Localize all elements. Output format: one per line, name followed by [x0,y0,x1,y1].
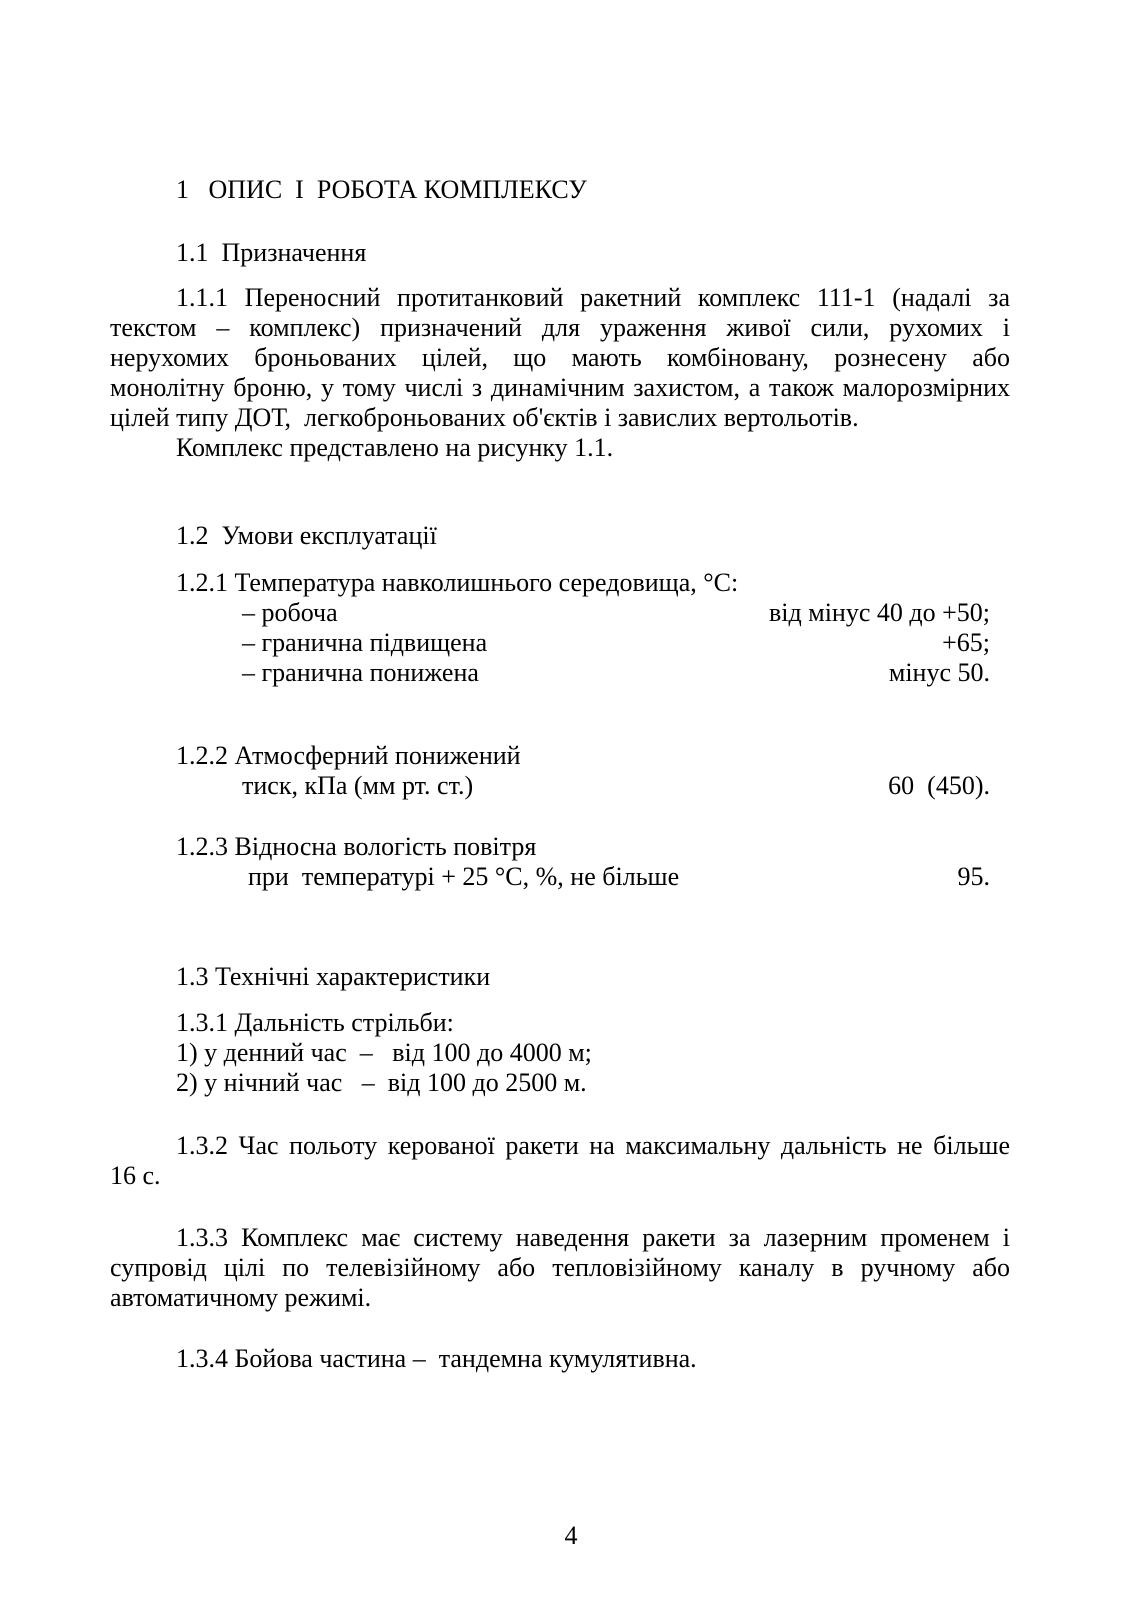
clause-1-3-3-line-1: 1.3.3 Комплекс має систему наведення ракети за лазерним променем і [176,1223,1010,1252]
paragraph-1-1-1-line-4: монолітну броню, у тому числі з динамічним захистом, а також малорозмірних [110,373,1010,402]
temp-condition-label: – гранична понижена [242,658,479,687]
paragraph-1-1-1-line-2: текстом – комплекс) призначений для ураження живої сили, рухомих і [110,313,1010,342]
section-1-3-heading: 1.3 Технічні характеристики [176,962,491,991]
temp-condition-row [110,598,1010,628]
page-content [110,0,1010,1374]
pressure-value: 60 (450). [888,771,990,800]
section-1-1-heading: 1.1 Призначення [176,238,367,267]
paragraph-1-1-1-line-5: цілей типу ДОТ, легкоброньованих об'єктів і завислих вертольотів. [110,403,859,432]
clause-1-3-2-line-2: 16 с. [110,1161,161,1190]
clause-1-3-3-line-3: автоматичному режимі. [110,1283,372,1312]
clause-1-3-3-line-2: супровід цілі по телевізійному або тепловізійному каналу в ручному або [110,1253,1010,1282]
clause-1-3-4-line: 1.3.4 Бойова частина – тандемна кумулятивна. [176,1344,697,1373]
temp-condition-value: мінус 50. [888,658,990,687]
range-item-night: 2) у нічний час – від 100 до 2500 м. [176,1068,587,1097]
humidity-label: при температурі + 25 °С, %, не більше [248,862,680,891]
clause-1-2-3-line-1: 1.2.3 Відносна вологість повітря [176,832,537,861]
clause-1-3-2-line-1: 1.3.2 Час польоту керованої ракети на максимальну дальність не більше [176,1131,1010,1160]
humidity-row [110,862,1010,892]
pressure-row [110,771,1010,801]
humidity-value: 95. [957,862,990,891]
range-item-day: 1) у денний час – від 100 до 4000 м; [176,1038,592,1067]
chapter-heading: 1 ОПИС І РОБОТА КОМПЛЕКСУ [176,175,587,204]
clause-1-2-2-line-1: 1.2.2 Атмосферний понижений [176,741,521,770]
clause-1-2-1-intro: 1.2.1 Температура навколишнього середовища, °С: [176,568,739,597]
pressure-label: тиск, кПа (мм рт. ст.) [242,771,474,800]
temp-condition-row [110,628,1010,658]
paragraph-1-1-1-line-1: 1.1.1 Переносний протитанковий ракетний комплекс 111-1 (надалі за [176,283,1010,312]
figure-reference-line: Комплекс представлено на рисунку 1.1. [176,433,614,462]
paragraph-1-1-1-line-3: нерухомих броньованих цілей, що мають комбіновану, рознесену або [110,343,1010,372]
page-footer [0,1521,1142,1551]
section-1-2-heading: 1.2 Умови експлуатації [176,521,437,550]
clause-1-3-1-intro: 1.3.1 Дальність стрільби: [176,1008,454,1037]
temp-condition-row [110,658,1010,688]
page-number: 4 [564,1521,578,1550]
temp-condition-value: від мінус 40 до +50; [769,598,990,627]
temp-condition-label: – робоча [242,598,338,627]
temp-condition-label: – гранична підвищена [242,628,488,657]
temp-condition-value: +65; [942,628,990,657]
